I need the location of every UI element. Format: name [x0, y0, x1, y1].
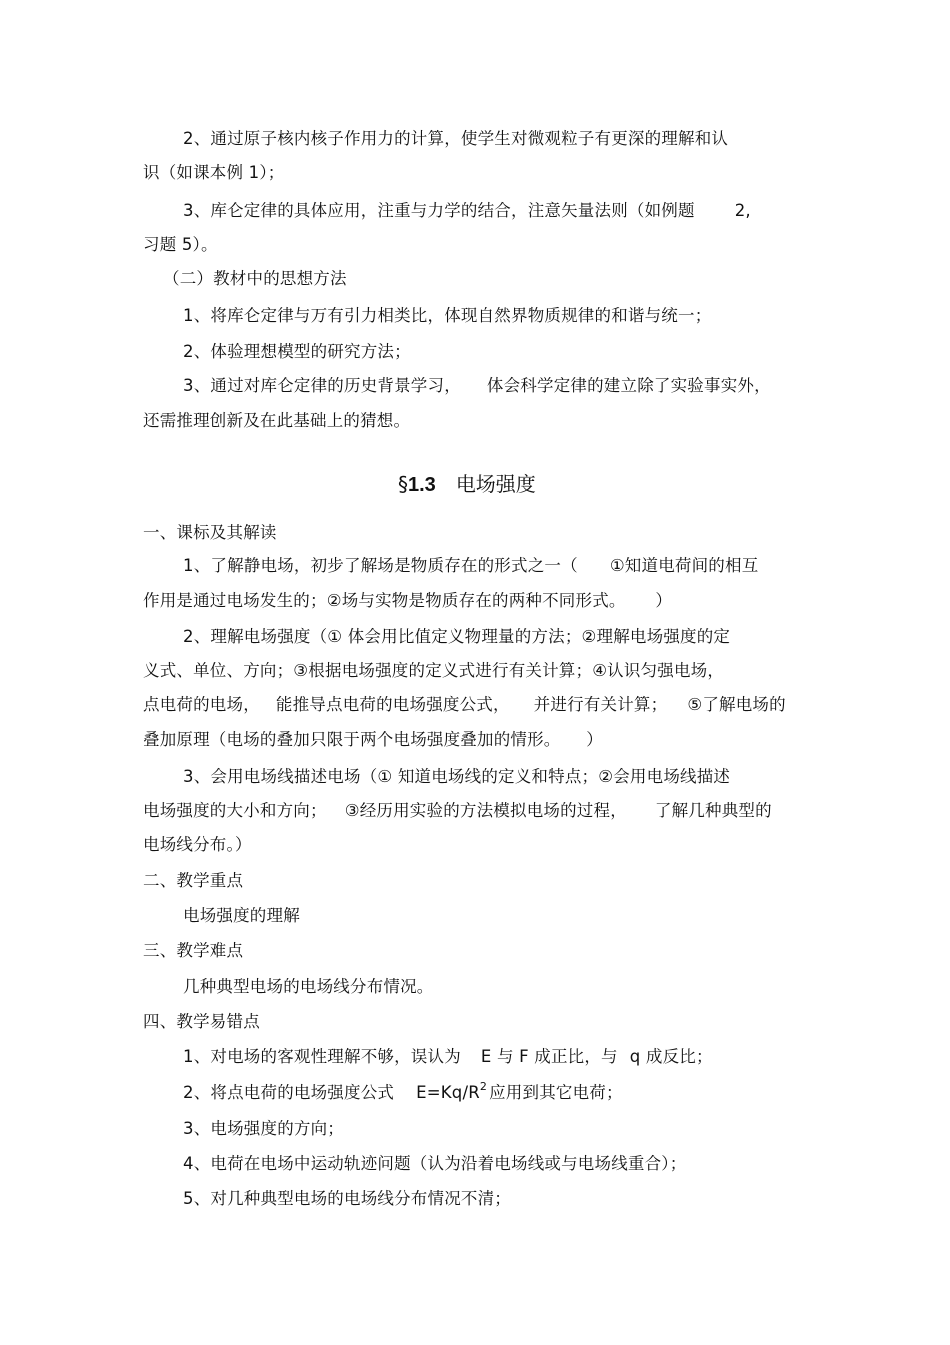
- section-title: §1.3 电场强度: [398, 472, 536, 496]
- error-5: 5、对几种典型电场的电场线分布情况不清；: [183, 1189, 511, 1208]
- heading-2: 二、教学重点: [143, 871, 244, 890]
- heading-1: 一、课标及其解读: [143, 523, 277, 542]
- goal-3-line-1: 3、库仑定律的具体应用，注重与力学的结合，注意矢量法则（如例题 2,: [183, 201, 751, 220]
- error-4: 4、电荷在电场中运动轨迹问题（认为沿着电场线或与电场线重合）；: [183, 1154, 687, 1173]
- heading-4: 四、教学易错点: [143, 1012, 260, 1031]
- method-3-line-2: 还需推理创新及在此基础上的猜想。: [143, 411, 411, 430]
- method-2: 2、体验理想模型的研究方法；: [183, 342, 411, 361]
- standard-2-line-4: 叠加原理（电场的叠加只限于两个电场强度叠加的情形。 ）: [143, 730, 603, 749]
- standard-3-line-1: 3、会用电场线描述电场（① 知道电场线的定义和特点；②会用电场线描述: [183, 767, 731, 786]
- standard-2-line-1: 2、理解电场强度（① 体会用比值定义物理量的方法；②理解电场强度的定: [183, 627, 731, 646]
- standard-1-line-2: 作用是通过电场发生的；②场与实物是物质存在的两种不同形式。 ）: [143, 591, 673, 610]
- error-3: 3、电场强度的方向；: [183, 1119, 344, 1138]
- key-point-text: 电场强度的理解: [183, 906, 300, 925]
- section-thinking-methods: （二）教材中的思想方法: [163, 269, 347, 288]
- standard-3-line-2: 电场强度的大小和方向； ③经历用实验的方法模拟电场的过程， 了解几种典型的: [143, 801, 772, 820]
- standard-2-line-2: 义式、单位、方向；③根据电场强度的定义式进行有关计算；④认识匀强电场，: [143, 661, 725, 680]
- error-2: 2、将点电荷的电场强度公式 $E=Kq/R^2$ 应用到其它电荷；: [183, 1079, 623, 1102]
- method-3-line-1: 3、通过对库仑定律的历史背景学习， 体会科学定律的建立除了实验事实外，: [183, 376, 771, 395]
- method-1: 1、将库仑定律与万有引力相类比，体现自然界物质规律的和谐与统一；: [183, 306, 712, 325]
- goal-3-line-2: 习题 5）。: [143, 235, 218, 254]
- difficulty-text: 几种典型电场的电场线分布情况。: [183, 977, 434, 996]
- goal-2-line-2: 识（如课本例 1）；: [143, 163, 285, 182]
- goal-2-line-1: 2、通过原子核内核子作用力的计算，使学生对微观粒子有更深的理解和认: [183, 129, 729, 148]
- standard-1-line-1: 1、了解静电场，初步了解场是物质存在的形式之一（ ①知道电荷间的相互: [183, 556, 759, 575]
- standard-2-line-3: 点电荷的电场， 能推导点电荷的电场强度公式， 并进行有关计算； ⑤了解电场的: [143, 695, 786, 714]
- error-1: 1、对电场的客观性理解不够，误认为 E 与 F 成正比，与 q 成反比；: [183, 1047, 713, 1066]
- standard-3-line-3: 电场线分布。）: [143, 835, 252, 854]
- heading-3: 三、教学难点: [143, 941, 244, 960]
